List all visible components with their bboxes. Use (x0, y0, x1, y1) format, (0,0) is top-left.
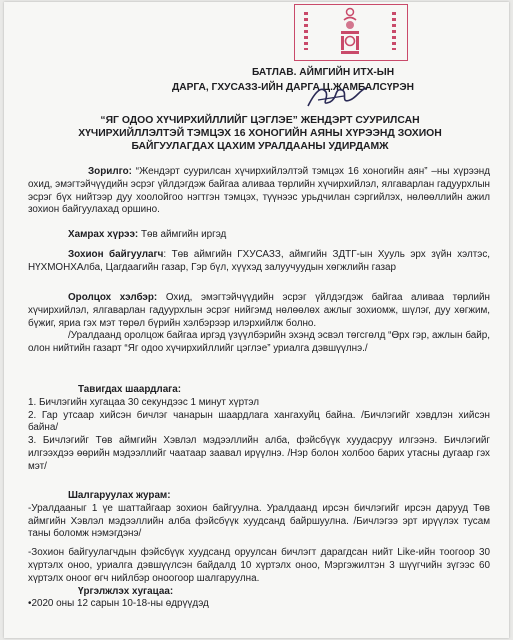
scope-paragraph: Хамрах хүрээ: Төв аймгийн иргэд (68, 229, 227, 240)
participation-note: /Уралдаанд оролцож байгаа иргэд үзүүлбэрийн эхэнд эсвэл төгсгөлд “Өрх гэр, ажлын байр, олон нийтийн газарт “Яг одоо хүчирхийллийг цэглэе” уриалга дэвшүүлнэ./ (28, 330, 490, 355)
organizer-label: Зохион байгуулагч (68, 249, 164, 260)
handwritten-signature (304, 80, 374, 112)
deadline-label: Үргэлжлэх хугацаа: (78, 585, 174, 597)
scope-label: Хамрах хүрээ: (68, 229, 139, 240)
soyombo-emblem-icon (332, 6, 368, 56)
requirements-label: Тавигдах шаардлага: (78, 384, 182, 395)
goal-paragraph: Зорилго: “Жендэрт суурилсан хүчирхийлэлтэй тэмцэх 16 хоногийн аян” –ны хүрээнд охид, эмэгтэйчүүдийн эсрэг үйлдэгдэж байгаа аливаа төрлийн хүчирхийлэл, ялгаварлан гадуурхлын эсрэг бүх нийтээр дуу хоолойгоо нэгтгэн тэмцэх, түүнээс урьдчилан сэргийлэх, нөлөөллийн ажил зохион байгуулахад оршино. (28, 166, 490, 216)
rules-section: Шалгаруулах журам: -Уралдааныг 1 үе шаттайгаар зохион байгуулна. Уралдаанд ирсэн бичлэгийг ирсэн дарууд Төв аймгийн Хэвлэл мэдээллийн алба фэйсбүүк хуудсанд байршуулна. /Бичлэгээ эрт ирүүлэх тусам таны боломж нэмэгдэнэ/ -Зохион байгуулагчдын фэйсбүүк хуудсанд оруулсан бичлэгт дарагдсан нийт Like-ийн тоогоор 30 хүртэлх оноо, уриалга дэвшүүлсэн байдалд 10 хүртэлх оноо, Мэргэжилтэн 3 шүүгчийн зүгээс 60 хүртэлх оноог өгч нийлбэр оноогоор шалгаруулна. Үргэлжлэх хугацаа: •2020 оны 12 сарын 10-18-ны өдрүүдэд (28, 490, 490, 610)
rules-label: Шалгаруулах журам: (68, 490, 171, 501)
organizer-paragraph: Зохион байгуулагч: Төв аймгийн ГХУСАЗЗ, аймгийн ЗДТГ-ын Хууль эрх зүйн хэлтэс, НҮХМОНХАлба, Цагдаагийн газар, Гэр бүл, хүүхэд залуучуудын хөгжлийн газар (28, 249, 491, 273)
approver-line: ДАРГА, ГХУСАЗЗ-ИЙН ДАРГА Ц.ЖАМБАЛСҮРЭН (172, 82, 414, 93)
official-seal (290, 2, 410, 62)
approval-line: БАТЛАВ. АЙМГИЙН ИТХ-ЫН (252, 67, 395, 78)
goal-label: Зорилго: (88, 166, 132, 177)
requirements-section: Тавигдах шаардлага: 1. Бичлэгийн хугацаа 30 секундээс 1 минут хүртэл 2. Гар утсаар хийсэн бичлэг чанарын шаардлага хангахуйц байна. /Бичлэгийг хэвдлэн хийсэн байна/ 3. Бичлэгийг Төв аймгийн Хэвлэл мэдээллийн алба, фэйсбүүк хуудасруу илгээнэ. Бичлэгийг илгээхдээ өөрийн мэдээллийг чаатаар заавал ирүүлнэ. /Нэр болон холбоо барих утасны дугаар гэх мэт/ (28, 384, 490, 472)
deadline-text: •2020 оны 12 сарын 10-18-ны өдрүүдэд (28, 598, 209, 610)
document-page (4, 2, 509, 638)
participation-label: Оролцох хэлбэр: (68, 292, 158, 303)
participation-paragraph: Оролцох хэлбэр: Охид, эмэгтэйчүүдийн эсрэг үйлдэгдэж байгаа аливаа төрлийн хүчирхийлэл, ялгаварлан гадуурхлын эсрэг нийгэмд нөлөөлөх ажлыг зохиомж, шүлэг, дуу хөгжим, бүжиг, яриа гэх мэт төрөл бүрийн хэлбэрээр илэрхийлж болно. /Уралдаанд оролцож байгаа иргэд үзүүлбэрийн эхэнд эсвэл төгсгөлд “Өрх гэр, ажлын байр, олон нийтийн газарт “Яг одоо хүчирхийллийг цэглэе” уриалга дэвшүүлнэ./ (28, 292, 490, 355)
document-title: “ЯГ ОДОО ХҮЧИРХИЙЛЛИЙГ ЦЭГЛЭЕ” ЖЕНДЭРТ СУУРИЛСАН ХҮЧИРХИЙЛЛЭЛТЭЙ ТЭМЦЭХ 16 ХОНОГИЙН АЯНЫ ХҮРЭЭНД ЗОХИОН БАЙГУУЛАГДАХ ЦАХИМ УРАЛДААНЫ УДИРДАМЖ (78, 115, 442, 152)
